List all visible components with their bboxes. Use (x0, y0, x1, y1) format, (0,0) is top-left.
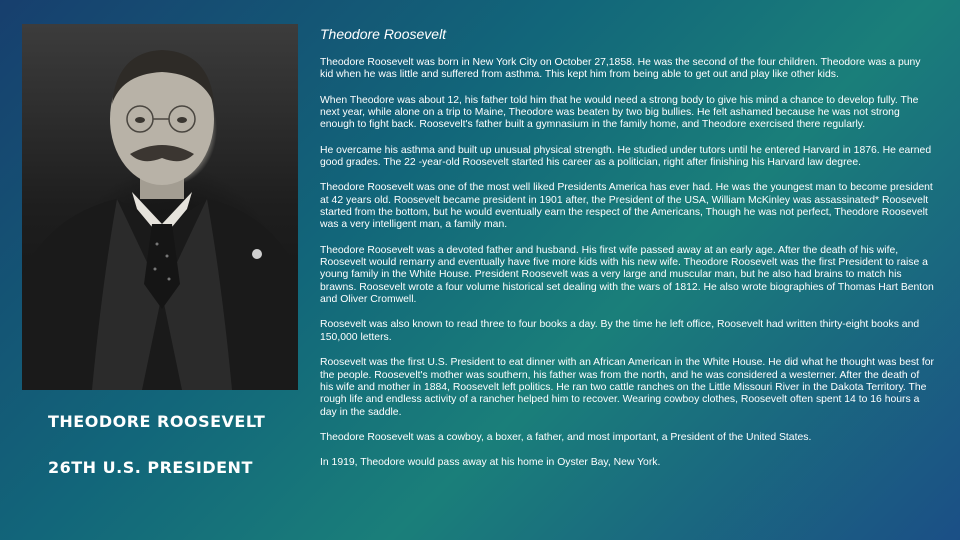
paragraph: Theodore Roosevelt was born in New York City on October 27,1858. He was the second of the four children. Theodore was a puny kid when he was little and suffered from asthma. This kept him from being able to get out and play like other kids. (320, 57, 921, 81)
caption-name: THEODORE ROOSEVELT (48, 412, 266, 431)
paragraph: In 1919, Theodore would pass away at his home in Oyster Bay, New York. (320, 457, 661, 469)
paragraph: He overcame his asthma and built up unusual physical strength. He studied under tutors until he entered Harvard in 1876. He earned good grades. The 22 -year-old Roosevelt started his career as a politician, right after finishing his Harvard law degree. (320, 144, 932, 169)
portrait-illustration (22, 24, 298, 390)
paragraph: Theodore Roosevelt was one of the most well liked Presidents America has ever had. He was the youngest man to become president at 42 years old. Roosevelt became president in 1901 after, the President of the USA, William McKinley was assassinated* Roosevelt started from the bottom, but he would eventually earn the respect of the Americans, Though he was not perfect, Theodore Roosevelt was a very intelligent man, a family man. (320, 182, 933, 231)
biography-text (320, 57, 934, 482)
paragraph: Roosevelt was also known to read three to four books a day. By the time he left office, Roosevelt had written thirty-eight books and 150,000 letters. (320, 319, 920, 343)
paragraph: Theodore Roosevelt was a devoted father and husband. His first wife passed away at an early age. After the death of his wife, Roosevelt would remarry and eventually have five more kids with his new wife. Theodore Roosevelt was the first President to raise a young family in the White House. President Roosevelt was a very large and muscular man, but he also had brains to match his brawns. Roosevelt wrote a four volume historical set dealing with the wars of 1812. He also wrote biographies of Thomas Hart Benton and Oliver Cromwell. (320, 244, 934, 306)
caption-office: 26TH U.S. PRESIDENT (48, 458, 253, 477)
portrait-photo (22, 24, 298, 390)
page-title: Theodore Roosevelt (320, 26, 447, 42)
paragraph: When Theodore was about 12, his father told him that he would need a strong body to give his mind a chance to develop fully. The next year, while alone on a trip to Maine, Theodore was beaten by two big bullies. He felt ashamed because he was not strong enough to fight back. Roosevelt's father built a gymnasium in the family home, and Theodore exercised there regularly. (320, 94, 919, 131)
paragraph: Roosevelt was the first U.S. President to eat dinner with an African American in the White House. He did what he thought was best for the people. Roosevelt's mother was southern, his father was from the north, and he was considered a westerner. After the death of his wife and mother in 1884, Roosevelt left politics. He ran two cattle ranches on the Little Missouri River in the Dakota Territory. The rough life and endless activity of a rancher helped him to recover. Wearing cowboy clothes, Roosevelt often spent 14 to 16 hours a day in the saddle. (320, 357, 934, 418)
paragraph: Theodore Roosevelt was a cowboy, a boxer, a father, and most important, a President of the United States. (320, 431, 812, 443)
